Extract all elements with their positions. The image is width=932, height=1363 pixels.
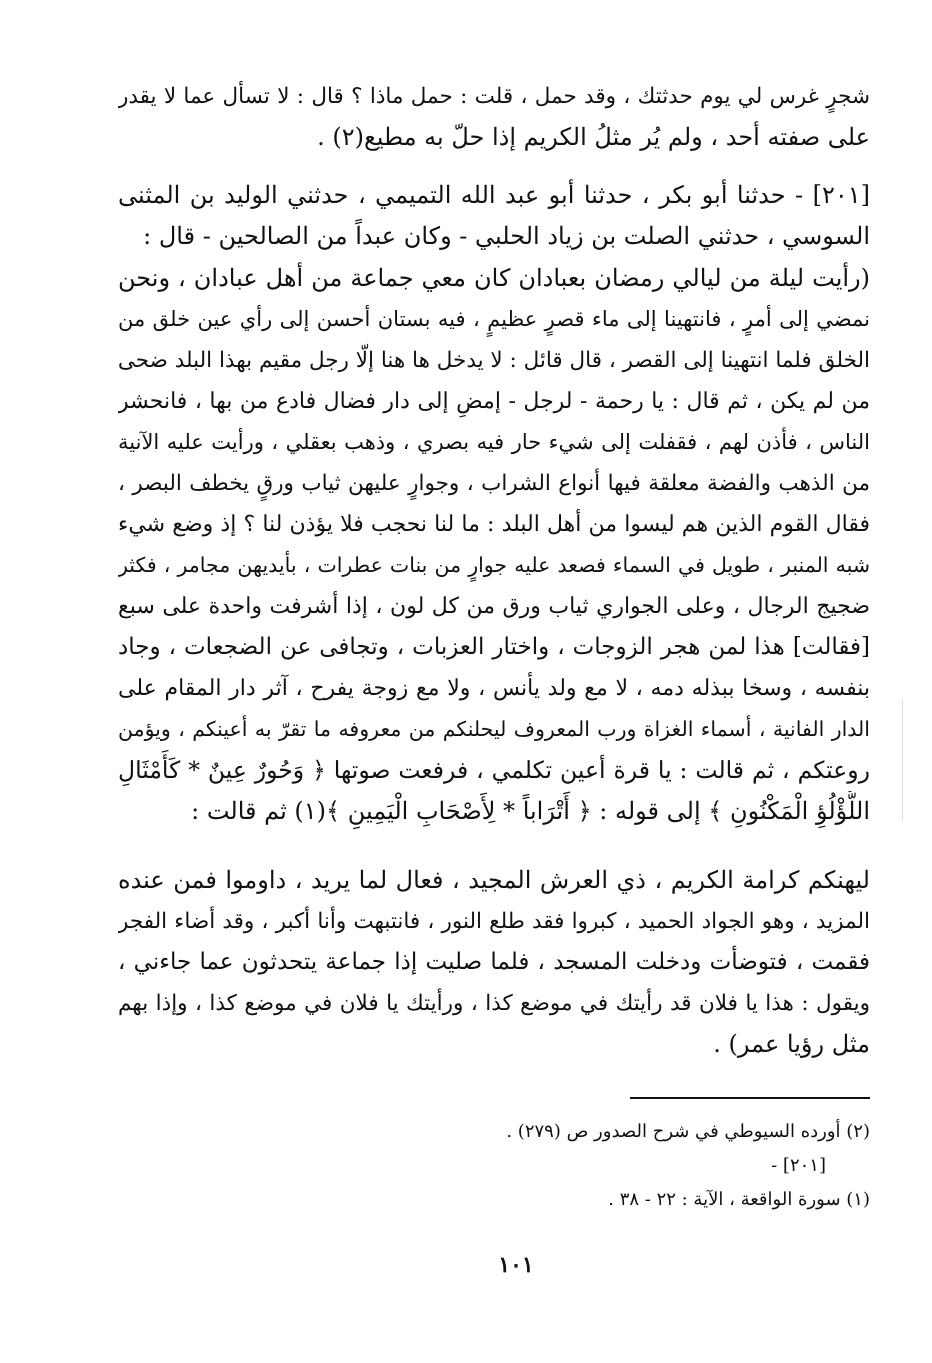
text-line: ضجيج الرجال ، وعلى الجواري ثياب ورق من كل لون ، إذا أشرفت واحدة على سبع [118, 594, 870, 619]
text-line: السوسي ، حدثني الصلت بن زياد الحلبي - وكان عبداً من الصالحين - قال : [143, 222, 870, 250]
text-line: اللُّؤْلُؤِ الْمَكْنُونِ ﴾ إلى قوله : ﴿ أَتْرَاباً * لِأَصْحَابِ الْيَمِينِ ﴾(١) ثم قالت : [191, 797, 870, 825]
text-line: فقال القوم الذين هم ليسوا من أهل البلد : ما لنا نحجب فلا يؤذن لنا ؟ إذ وضع شيء [118, 512, 870, 537]
text-line: [٢٠١] - حدثنا أبو بكر ، حدثنا أبو عبد الله التميمي ، حدثني الوليد بن المثنى [118, 181, 870, 209]
text-line: الخلق فلما انتهينا إلى القصر ، قال قائل : لا يدخل ها هنا إلّا رجل مقيم بهذا البلد ضحى [118, 348, 870, 373]
text-line: الناس ، فأذن لهم ، فقفلت إلى شيء حار فيه بصري ، وذهب بعقلي ، ورأيت عليه الآنية [118, 430, 870, 454]
paragraph-2 [118, 175, 870, 257]
footnote-1: (١) سورة الواقعة ، الآية : ٢٢ - ٣٨ . [608, 1189, 870, 1210]
text-line: بنفسه ، وسخا ببذله دمه ، لا مع ولد يأنس ، ولا مع زوجة يفرح ، آثر دار المقام على [118, 676, 870, 701]
paragraph-3 [118, 258, 870, 832]
text-line: (رأيت ليلة من ليالي رمضان بعبادان كان معي جماعة من أهل عبادان ، ونحن [118, 264, 870, 292]
footnotes [450, 1115, 870, 1217]
margin-shadow [902, 700, 903, 820]
text-line: المزيد ، وهو الجواد الحميد ، كبروا فقد طلع النور ، فانتبهت وأنا أكبر ، وقد أضاء الفجر [118, 909, 870, 934]
text-line: [فقالت] هذا لمن هجر الزوجات ، واختار العزبات ، وتجافى عن الضجعات ، وجاد [118, 634, 870, 660]
text-line: روعتكم ، ثم قالت : يا قرة أعين تكلمي ، فرفعت صوتها ﴿ وَحُورٌ عِينٌ * كَأَمْثَالِ [118, 756, 870, 784]
text-line: ويقول : هذا يا فلان قد رأيتك في موضع كذا ، ورأيتك يا فلان في موضع كذا ، وإذا بهم [118, 991, 870, 1016]
text-line: فقمت ، فتوضأت ودخلت المسجد ، فلما صليت إذا جماعة يتحدثون عما جاءني ، [118, 949, 870, 975]
text-line: على صفته أحد ، ولم يُر مثلُ الكريم إذا حلّ به مطيع(٢) . [317, 123, 870, 151]
text-line: الدار الفانية ، أسماء الغزاة ورب المعروف ليحلنكم من معروفه ما تقرّ به أعينكم ، ويؤمن [118, 717, 870, 741]
paragraph-4 [118, 860, 870, 1065]
text-line: من الذهب والفضة معلقة فيها أنواع الشراب ، وجوارٍ عليهن ثياب ورقٍ يخطف البصر ، [118, 471, 870, 496]
text-line: نمضي إلى أمرٍ ، فانتهينا إلى ماء قصرٍ عظيمٍ ، فيه بستان أحسن إلى رأي عين خلق من [118, 307, 870, 331]
footnote-ref-201: [٢٠١] - [771, 1155, 826, 1176]
footnote-divider [630, 1097, 870, 1099]
text-line: مثل رؤيا عمر) . [713, 1030, 870, 1058]
text-line: شبه المنبر ، طويل في السماء فصعد عليه جوارٍ من بنات عطرات ، بأيديهن مجامر ، فكثر [118, 553, 870, 577]
page-number: ١٠١ [498, 1252, 534, 1278]
text-line: شجرٍ غرس لي يوم حدثتك ، وقد حمل ، قلت : حمل ماذا ؟ قال : لا تسأل عما لا يقدر [118, 84, 870, 109]
text-line: من لم يكن ، ثم قال : يا رحمة - لرجل - إمضِ إلى دار فضال فادع من بها ، فانحشر [118, 389, 870, 414]
text-line: ليهنكم كرامة الكريم ، ذي العرش المجيد ، فعال لما يريد ، داوموا فمن عنده [118, 866, 870, 894]
paragraph-1 [118, 76, 870, 158]
footnote-2: (٢) أورده السيوطي في شرح الصدور ص (٢٧٩) . [506, 1121, 870, 1142]
